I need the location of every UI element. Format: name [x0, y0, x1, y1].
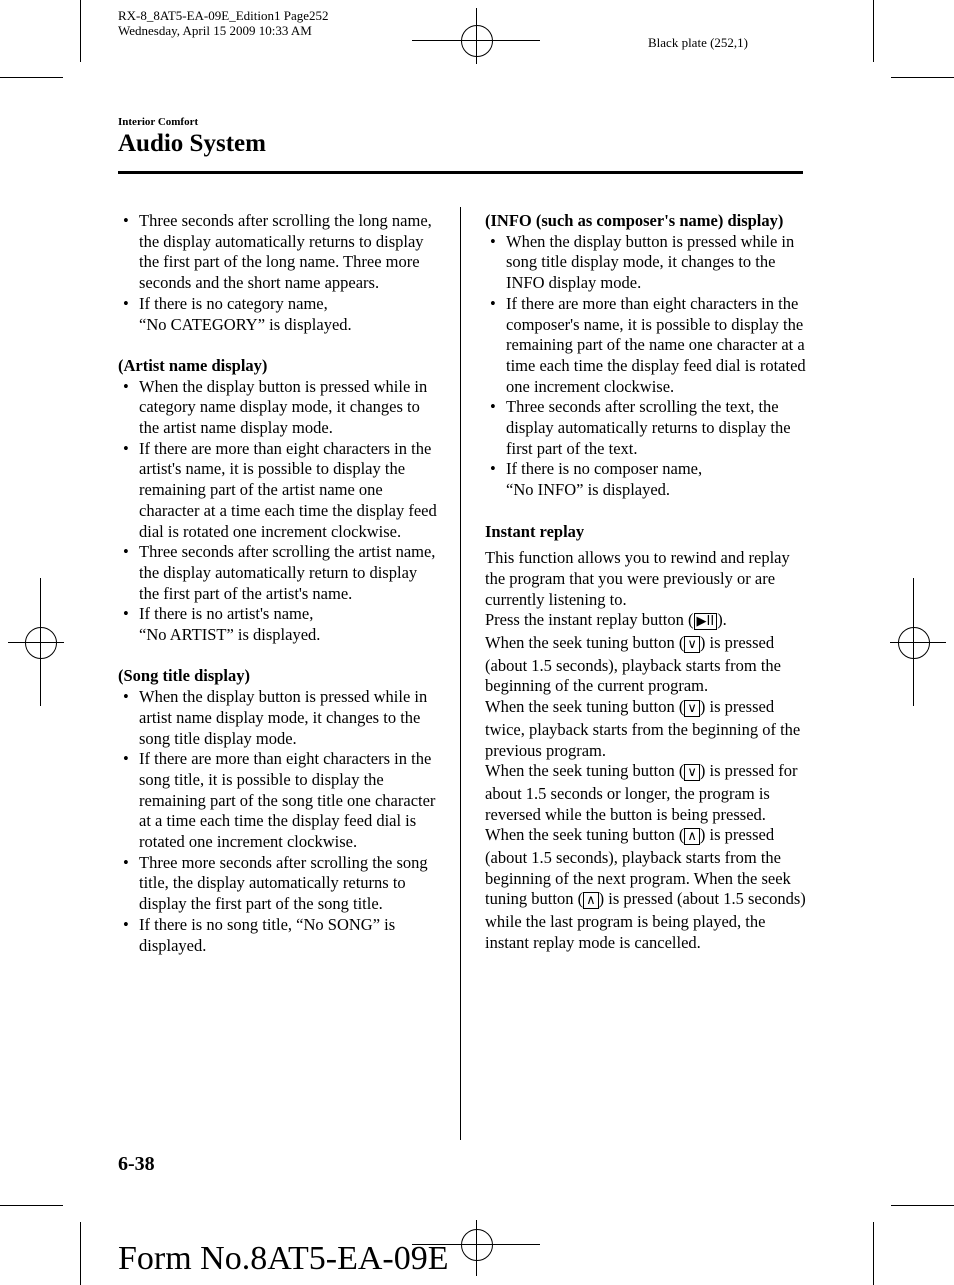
play-pause-icon: ▶II	[694, 613, 718, 630]
page-number: 6-38	[118, 1153, 155, 1175]
list-item: • If there is no composer name, “No INFO” is displayed.	[490, 459, 703, 500]
seek-up-icon: ∧	[583, 892, 599, 909]
crop-mark	[80, 0, 81, 62]
list-item: • Three seconds after scrolling the text, the display automatically returns to display the first part of the text.	[490, 397, 791, 458]
subheading-instant-replay: Instant replay	[485, 521, 585, 541]
list-item: • If there is no category name, “No CATEGORY” is displayed.	[123, 293, 352, 334]
file-date: Wednesday, April 15 2009 10:33 AM	[118, 23, 312, 38]
instant-replay-press: Press the instant replay button ( ▶II ).	[485, 610, 727, 630]
list-item: • If there are more than eight characters in the artist's name, it is possible to display the remaining part of the artist name one character at a time each time the display feed dial is rotated one increment clockwise.	[123, 438, 437, 541]
list-item: • Three more seconds after scrolling the song title, the display automatically returns to display the first part of the song title.	[123, 852, 428, 914]
list-item: • When the display button is pressed while in artist name display mode, it changes to the song title display mode.	[123, 687, 428, 748]
list-item: • Three seconds after scrolling the artist name, the display automatically return to display the first part of the artist's name.	[123, 542, 436, 603]
seek-paragraph: When the seek tuning button ( ∧ ) is pressed (about 1.5 seconds), playback starts from the beginning of the next program. When the seek tuning button ( ∧ ) is pressed (about 1.5 seconds) while the last program is being played, the instant replay mode is cancelled.	[485, 825, 806, 952]
crop-mark	[0, 1205, 63, 1206]
seek-paragraph: When the seek tuning button ( ∨ ) is pressed for about 1.5 seconds or longer, the program is reversed while the button is being pressed.	[485, 761, 798, 824]
title-rule	[118, 171, 803, 174]
list-item: • If there are more than eight characters in the composer's name, it is possible to display the remaining part of the name one character at a time each time the display feed dial is rotated one increment clockwise.	[490, 293, 806, 396]
column-divider	[460, 207, 461, 1140]
crop-mark	[891, 1205, 954, 1206]
list-item: • If there are more than eight characters in the song title, it is possible to display the remaining part of the song title one character at a time each time the display feed dial is rotated one increment clockwise.	[123, 749, 436, 852]
crop-mark	[0, 77, 63, 78]
list-item: • If there is no song title, “No SONG” is displayed.	[123, 914, 396, 955]
section-label: Interior Comfort	[118, 116, 199, 128]
plate-label: Black plate (252,1)	[648, 35, 748, 50]
subheading-artist: (Artist name display)	[118, 355, 268, 375]
file-name: RX-8_8AT5-EA-09E_Edition1 Page252	[118, 8, 329, 23]
list-item: • When the display button is pressed while in category name display mode, it changes to the artist name display mode.	[123, 376, 428, 438]
seek-up-icon: ∧	[684, 828, 700, 845]
left-column	[118, 211, 440, 956]
seek-down-icon: ∨	[684, 636, 700, 653]
form-number: Form No.8AT5-EA-09E	[118, 1240, 449, 1277]
page-title: Audio System	[118, 130, 266, 157]
list-item: • When the display button is pressed while in song title display mode, it changes to the INFO display mode.	[490, 231, 795, 293]
right-column	[485, 211, 807, 954]
instant-replay-intro: This function allows you to rewind and replay the program that you were previously or are currently listening to.	[485, 548, 790, 609]
subheading-info: (INFO (such as composer's name) display)	[485, 211, 784, 230]
seek-paragraph: When the seek tuning button ( ∨ ) is pressed twice, playback starts from the beginning of the previous program.	[485, 697, 801, 760]
list-item: • Three seconds after scrolling the long name, the display automatically returns to display the first part of the long name. Three more seconds and the short name appears.	[123, 211, 432, 293]
seek-down-icon: ∨	[684, 764, 700, 781]
seek-down-icon: ∨	[684, 700, 700, 717]
crop-mark	[873, 0, 874, 62]
seek-paragraph: When the seek tuning button ( ∨ ) is pressed (about 1.5 seconds), playback starts from the beginning of the current program.	[485, 633, 782, 696]
crop-mark	[873, 1222, 874, 1285]
file-info	[118, 8, 329, 38]
list-item: • If there is no artist's name, “No ARTIST” is displayed.	[123, 604, 321, 645]
crop-mark	[891, 77, 954, 78]
subheading-song: (Song title display)	[118, 666, 251, 686]
crop-mark	[80, 1222, 81, 1285]
